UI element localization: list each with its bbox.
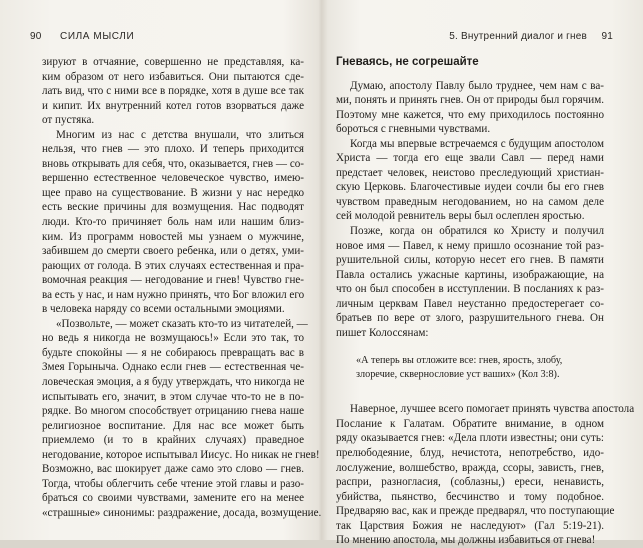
text-line: братьев по вере от злого, разрушительного гнева. Он — [336, 312, 604, 325]
text-line: Когда мы впервые встречаемся с будущим апостолом — [350, 137, 604, 150]
text-line: будьте спокойны — я не собираюсь превращать вас в — [42, 346, 304, 359]
text-line: Позже, когда он обратился ко Христу и получил — [350, 225, 604, 238]
text-line: прелюбодеяние, блуд, нечистота, непотребство, идо- — [336, 447, 604, 460]
text-line: лослужение, волшебство, вражда, ссоры, зависть, гнев, — [336, 461, 604, 474]
text-line: Павла остались ужасные картины, изображающие, на — [336, 268, 604, 281]
text-line: от пустяка. — [42, 114, 95, 127]
text-line: вомочная реакция — негодование и гнев! Чувство гне- — [42, 274, 304, 287]
text-line: Думаю, апостолу Павлу было труднее, чем нам с ва- — [350, 79, 604, 92]
paragraphs-after-quote — [336, 402, 635, 547]
text-line: Послание к Галатам. Обратите внимание, в одном — [336, 417, 604, 430]
section-heading: Гневаясь, не согрешайте — [336, 56, 479, 68]
text-line: в человека наряду со всеми остальными эмоциями. — [42, 303, 285, 316]
text-line: лать вид, что с ними все в порядке, хотя в душе все так — [42, 85, 304, 98]
left-page-number: 90 — [30, 31, 42, 42]
text-line: рядке. Во многом способствует отрицанию гнева наше — [42, 405, 304, 418]
text-line: Предваряю вас, как и прежде предварял, что поступающие — [336, 505, 615, 518]
text-line: но ведь я никогда не возмущаюсь!» Если это так, то — [42, 332, 304, 345]
text-line: скую Церковь. Благочестивые иудеи сочли бы его гнев — [336, 181, 604, 194]
text-line: По мнению апостола, мы должны избавиться от гнева! — [336, 534, 596, 547]
left-page-body — [42, 55, 322, 521]
text-line: зируют в отчаяние, совершенно не представляя, ка- — [42, 56, 304, 68]
text-line: чувством праведным негодованием, но на самом деле — [336, 195, 604, 208]
text-line: «страшные» синонимы: раздражение, досада, возмущение. — [42, 506, 322, 519]
paragraphs-before-quote — [336, 79, 604, 341]
text-line: Змея Горыныча. Однако если гнев — естественная че- — [42, 361, 304, 374]
paragraph — [336, 137, 604, 224]
text-line: пишет Колоссянам: — [336, 326, 429, 339]
paragraph — [336, 402, 635, 547]
text-line: Наверное, лучшее всего помогает принять чувства апостола — [350, 403, 635, 416]
text-line: новое имя — Павел, к нему пришло осознание той раз- — [336, 239, 604, 252]
paragraph — [336, 79, 604, 137]
text-line: нельзя, что гнев — это плохо. И теперь приходится — [42, 143, 304, 156]
text-line: ми, понять и принять гнев. Он от природы был горячим. — [336, 94, 604, 107]
text-line: Возможно, вас шокирует даже само это слово — гнев. — [42, 463, 304, 476]
text-line: Христа — тогда его еще звали Савл — перед нами — [336, 152, 604, 165]
text-line: «Позвольте, — может сказать кто-то из читателей, — — [56, 317, 308, 330]
text-line: убийства, пьянство, бесчинство и тому подобное. — [336, 490, 604, 503]
text-line: браться со своими чувствами, замените его на менее — [42, 492, 304, 505]
text-line: приемлемо (и то в крайних случаях) праведное — [42, 434, 304, 447]
paragraph — [42, 317, 322, 521]
quote-line: злоречие, сквернословие уст ваших» (Кол 3:8). — [356, 369, 560, 381]
text-line: вершенно естественное человеческое чувство, имею- — [42, 172, 304, 185]
paragraph — [42, 128, 304, 317]
text-line: люди. Кто-то причиняет боль нам или нашим близ- — [42, 216, 304, 229]
text-line: ва есть у нас, и нам нужно принять, что Бог вложил его — [42, 288, 305, 301]
text-line: ким образом от него избавиться. Они пытаются сде- — [42, 70, 304, 83]
text-line: Поэтому мне кажется, что ему приходилось постоянно — [336, 108, 604, 121]
text-line: бороться с гневными чувствами. — [336, 123, 491, 136]
right-page-body — [336, 55, 635, 548]
text-line: личным церквам Павел неустанно предостерегает со- — [336, 297, 604, 310]
text-line: религиозное воспитание. Для нас все может быть — [42, 419, 304, 432]
text-line: предстает человек, неистово преследующий христиан- — [336, 166, 604, 179]
paragraph — [336, 224, 604, 340]
text-line: так Царствия Божия не наследуют» (Гал 5:19-21). — [336, 519, 604, 532]
paragraph — [42, 55, 304, 128]
text-line: щее право на существование. В жизни у нас нередко — [42, 186, 304, 199]
text-line: ловеческая эмоция, а я буду утверждать, что никогда не — [42, 376, 305, 389]
text-line: распри, разногласия, (соблазны,) ереси, ненависть, — [336, 476, 604, 489]
text-line: рушительной силы, которую несет его гнев. В памяти — [336, 254, 604, 267]
text-line: ряду оказывается гнев: «Дела плоти известны; они суть: — [336, 432, 604, 445]
text-line: вновь открывать для себя, что, оказывается, гнев — со- — [42, 157, 304, 170]
text-line: и кипит. Их внутренний котел готов взорваться даже — [42, 99, 304, 112]
right-running-title: 5. Внутренний диалог и гнев — [449, 31, 587, 42]
left-page — [0, 0, 321, 540]
text-line: рающих от голода. В этих случаях естественная и пра- — [42, 259, 304, 272]
right-page-number: 91 — [601, 31, 613, 42]
text-line: испытывать его, значит, в этом случае что-то не в по- — [42, 390, 304, 403]
text-line: есть веские причины для возмущения. Нас подводят — [42, 201, 304, 214]
text-line: ким. Из программ новостей мы узнаем о мужчине, — [42, 230, 304, 243]
right-page — [322, 0, 643, 547]
text-line: Многим из нас с детства внушали, что злиться — [56, 128, 304, 141]
left-running-title: СИЛА МЫСЛИ — [60, 31, 135, 42]
text-line: сей молодой ревнитель веры был ослеплен яростью. — [336, 210, 585, 223]
text-line: Тогда, чтобы облегчить себе чтение этой главы и разо- — [42, 477, 304, 490]
quote-line: «А теперь вы отложите все: гнев, ярость, злобу, — [356, 355, 563, 367]
text-line: забившем до смерти своего ребенка, или о детях, уми- — [42, 245, 304, 258]
text-line: что он был способен в исступлении. В посланиях к раз- — [336, 283, 604, 296]
bible-quote — [356, 354, 604, 382]
text-line: негодование, которое испытывал Иисус. Но никак не гнев! — [42, 448, 320, 461]
